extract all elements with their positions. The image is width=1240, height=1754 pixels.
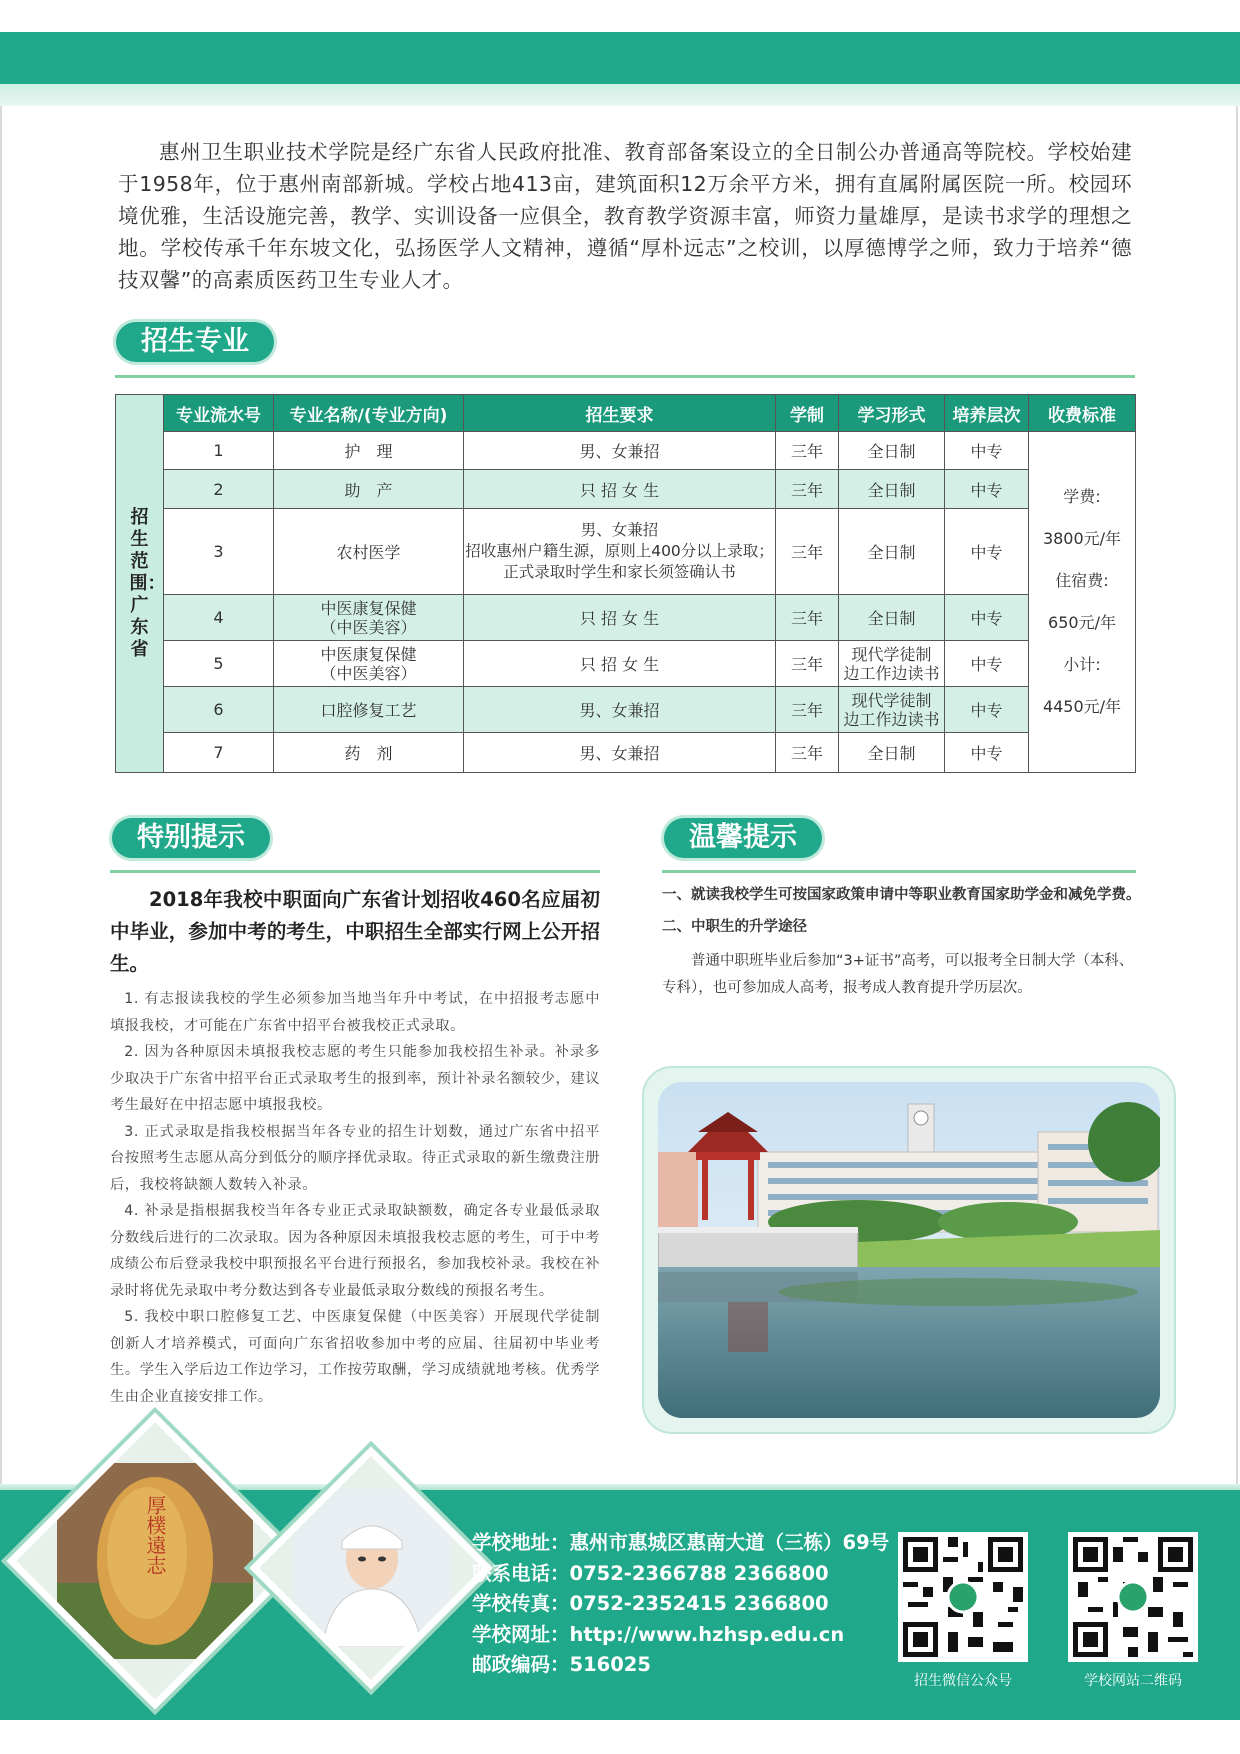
cell-form: 现代学徒制 边工作边读书	[839, 641, 945, 687]
cell-level: 中专	[945, 509, 1029, 595]
campus-photo-frame	[642, 1066, 1176, 1434]
special-item: 4. 补录是指根据我校当年各专业正式录取缺额数，确定各专业最低录取分数线后进行的二次录取。因为各种原因未填报我校志愿的考生，可于中考成绩公布后登录我校中职预报名平台进行预报名，参加我校补录。我校在补录时将优先录取中考分数达到各专业最低录取分数线的预报名考生。	[110, 1203, 600, 1299]
cell-name: 助 产	[274, 470, 464, 509]
cell-form: 全日制	[839, 733, 945, 773]
header-no: 专业流水号	[164, 395, 274, 432]
fee-lodging: 650元/年	[1048, 613, 1116, 632]
cell-years: 三年	[776, 687, 839, 733]
intro-paragraph: 惠州卫生职业技术学院是经广东省人民政府批准、教育部备案设立的全日制公办普通高等院校。学校始建于1958年，位于惠州南部新城。学校占地413亩，建筑面积12万余平方米，拥有直属附属医院一所。校园环境优雅，生活设施完善，教学、实训设备一应俱全，教育教学资源丰富，师资力量雄厚，是读书求学的理想之地。学校传承千年东坡文化，弘扬医学人文精神，遵循“厚朴远志”之校训，以厚德博学之师，致力于培养“德技双馨”的高素质医药卫生专业人才。	[118, 140, 1132, 292]
header-level: 培养层次	[945, 395, 1029, 432]
table-row	[116, 509, 1136, 595]
cell-years: 三年	[776, 509, 839, 595]
cell-years: 三年	[776, 432, 839, 470]
table-row	[116, 432, 1136, 470]
cell-form: 现代学徒制 边工作边读书	[839, 687, 945, 733]
cell-years: 三年	[776, 733, 839, 773]
special-item: 1. 有志报读我校的学生必须参加当地当年升中考试，在中招报考志愿中填报我校，才可能在广东省中招平台被我校正式录取。	[110, 991, 600, 1034]
top-banner	[0, 32, 1240, 84]
qr-code-wechat	[898, 1532, 1028, 1662]
special-item: 5. 我校中职口腔修复工艺、中医康复保健（中医美容）开展现代学徒制创新人才培养模式，可面向广东省招收参加中考的应届、往届初中毕业考生。学生入学后边工作边学习，工作按劳取酬，学习成绩就地考核。优秀学生由企业直接安排工作。	[110, 1309, 600, 1405]
cell-req: 只 招 女 生	[464, 470, 776, 509]
cell-req: 男、女兼招 招收惠州户籍生源，原则上400分以上录取； 正式录取时学生和家长须签确认书	[464, 509, 776, 595]
enrollment-table	[115, 394, 1136, 773]
warm-item-2-text: 普通中职班毕业后参加“3+证书”高考，可以报考全日制大学（本科、专科），也可参加成人高考，报考成人教育提升学历层次。	[662, 953, 1134, 996]
cell-name: 护 理	[274, 432, 464, 470]
cell-no: 3	[164, 509, 274, 595]
section-rule	[662, 870, 1136, 873]
school-website[interactable]: 学校网址：http://www.hzhsp.edu.cn	[472, 1622, 845, 1646]
cell-name: 农村医学	[274, 509, 464, 595]
cell-level: 中专	[945, 470, 1029, 509]
school-postcode: 邮政编码：516025	[472, 1653, 651, 1676]
qr-code-website	[1068, 1532, 1198, 1662]
cell-no: 1	[164, 432, 274, 470]
header-name: 专业名称/(专业方向)	[274, 395, 464, 432]
table-row	[116, 687, 1136, 733]
special-item: 3. 正式录取是指我校根据当年各专业的招生计划数，通过广东省中招平台按照考生志愿从高分到低分的顺序择优录取。待正式录取的新生缴费注册后，我校将缺额人数转入补录。	[110, 1123, 600, 1193]
cell-no: 5	[164, 641, 274, 687]
header-years: 学制	[776, 395, 839, 432]
cell-no: 2	[164, 470, 274, 509]
warm-item-2-title: 二、中职生的升学途径	[662, 919, 807, 935]
cell-form: 全日制	[839, 470, 945, 509]
table-row	[116, 595, 1136, 641]
cell-level: 中专	[945, 733, 1029, 773]
cell-years: 三年	[776, 470, 839, 509]
special-notice	[110, 884, 600, 1410]
cell-form: 全日制	[839, 509, 945, 595]
header-req: 招生要求	[464, 395, 776, 432]
school-intro	[118, 136, 1132, 296]
cell-years: 三年	[776, 641, 839, 687]
cell-no: 4	[164, 595, 274, 641]
cell-years: 三年	[776, 595, 839, 641]
scope-cell	[116, 395, 164, 773]
stone-engraving: 厚樸遠志	[143, 1495, 167, 1575]
cell-name: 中医康复保健 （中医美容）	[274, 641, 464, 687]
cell-req: 只 招 女 生	[464, 595, 776, 641]
cell-name: 药 剂	[274, 733, 464, 773]
fee-tuition: 3800元/年	[1042, 529, 1122, 548]
section-title-warm: 温馨提示	[664, 818, 822, 858]
special-lead: 2018年我校中职面向广东省计划招收460名应届初中毕业，参加中考的考生，中职招生全部实行网上公开招生。	[110, 888, 600, 975]
section-rule	[115, 375, 1135, 378]
section-title-special: 特别提示	[112, 818, 270, 858]
fee-subtotal: 4450元/年	[1042, 697, 1122, 716]
campus-photo	[658, 1082, 1160, 1418]
qr-caption-wechat: 招生微信公众号	[914, 1673, 1012, 1689]
fee-label-tuition: 学费:	[1063, 487, 1101, 506]
header-fee: 收费标准	[1029, 395, 1136, 432]
fee-cell	[1029, 432, 1136, 773]
cell-name: 中医康复保健 （中医美容）	[274, 595, 464, 641]
school-fax: 学校传真：0752-2352415 2366800	[472, 1592, 829, 1615]
cell-form: 全日制	[839, 595, 945, 641]
cell-req: 男、女兼招	[464, 687, 776, 733]
cell-level: 中专	[945, 641, 1029, 687]
cell-no: 7	[164, 733, 274, 773]
table-row	[116, 641, 1136, 687]
school-phone: 联系电话：0752-2366788 2366800	[472, 1561, 829, 1585]
cell-form: 全日制	[839, 432, 945, 470]
cell-level: 中专	[945, 432, 1029, 470]
cell-level: 中专	[945, 687, 1029, 733]
contact-info	[472, 1528, 889, 1681]
qr-caption-website: 学校网站二维码	[1084, 1673, 1182, 1689]
table-row	[116, 470, 1136, 509]
cell-req: 只 招 女 生	[464, 641, 776, 687]
special-item: 2. 因为各种原因未填报我校志愿的考生只能参加我校招生补录。补录多少取决于广东省中招平台正式录取考生的报到率，预计补录名额较少，建议考生最好在中招志愿中填报我校。	[110, 1044, 600, 1113]
warm-notice	[662, 884, 1142, 1002]
warm-item-1: 一、就读我校学生可按国家政策申请中等职业教育国家助学金和减免学费。	[662, 887, 1141, 903]
table-row	[116, 733, 1136, 773]
section-title-majors: 招生专业	[116, 322, 274, 362]
cell-level: 中专	[945, 595, 1029, 641]
cell-name: 口腔修复工艺	[274, 687, 464, 733]
scope-label: 招生范围：广东省	[129, 506, 166, 660]
cell-req: 男、女兼招	[464, 432, 776, 470]
fee-label-subtotal: 小计:	[1063, 655, 1101, 674]
top-banner-gradient	[0, 84, 1240, 106]
school-address: 学校地址：惠州市惠城区惠南大道（三栋）69号	[472, 1531, 890, 1554]
header-form: 学习形式	[839, 395, 945, 432]
fee-label-lodging: 住宿费:	[1055, 571, 1109, 590]
section-rule	[110, 870, 600, 873]
cell-req: 男、女兼招	[464, 733, 776, 773]
cell-no: 6	[164, 687, 274, 733]
